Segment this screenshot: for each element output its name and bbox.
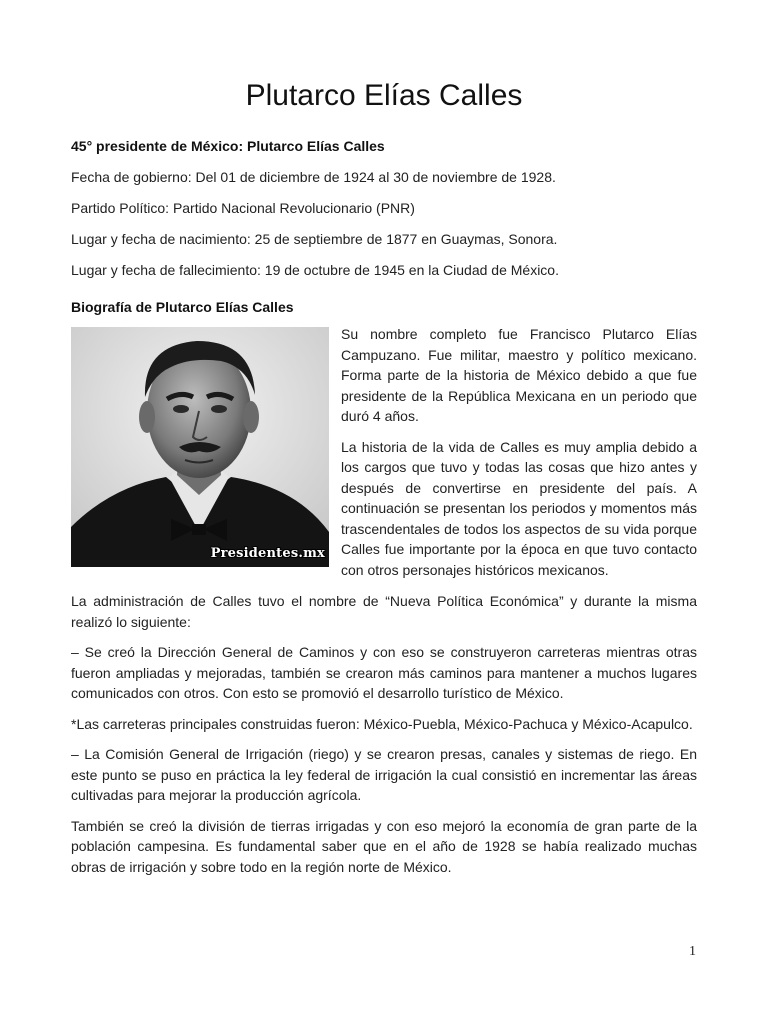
facts-list xyxy=(71,168,697,279)
paragraph-roads: – Se creó la Dirección General de Caminos y con eso se construyeron carreteras mientras otras fueron ampliadas y mejoradas, también se crearon más caminos para mantener a muchos lugares comunicados con otros. Con esto se promovió el desarrollo turístico de México. xyxy=(71,644,697,701)
paragraph-intro: Su nombre completo fue Francisco Plutarco Elías Campuzano. Fue militar, maestro y político mexicano. Forma parte de la historia de México debido a que fue presidente de la República Mexicana en un periodo que duró 4 años. xyxy=(341,326,697,424)
portrait-illustration xyxy=(71,327,329,567)
fact-death: Lugar y fecha de fallecimiento: 19 de octubre de 1945 en la Ciudad de México. xyxy=(71,262,559,278)
fact-government-dates: Fecha de gobierno: Del 01 de diciembre de 1924 al 30 de noviembre de 1928. xyxy=(71,169,556,185)
biography-section xyxy=(71,324,697,580)
paragraph-life-history: La historia de la vida de Calles es muy amplia debido a los cargos que tuvo y todas las cosas que hizo antes y después de convertirse en presidente del país. A continuación se presentan los periodos y momentos más trascendentales de todos los aspectos de su vida porque Calles fue importante por la época en que tuvo contacto con otros personajes históricos mexicanos. xyxy=(341,438,697,578)
paragraph-land-division: También se creó la división de tierras irrigadas y con eso mejoró la economía de gran parte de la población campesina. Es fundamental saber que en el año de 1928 se había realizado muchas obras de irrigación y sobre todo en la región norte de México. xyxy=(71,817,697,875)
biography-heading: Biografía de Plutarco Elías Calles xyxy=(71,299,294,315)
fact-birth: Lugar y fecha de nacimiento: 25 de septiembre de 1877 en Guaymas, Sonora. xyxy=(71,231,558,247)
fact-political-party: Partido Político: Partido Nacional Revolucionario (PNR) xyxy=(71,200,415,216)
document-title: Plutarco Elías Calles xyxy=(245,79,523,112)
photo-watermark: Presidentes.mx xyxy=(210,546,325,561)
page-number: 1 xyxy=(689,944,696,959)
portrait-photo xyxy=(71,327,329,567)
paragraph-irrigation: – La Comisión General de Irrigación (riego) y se crearon presas, canales y sistemas de riego. En este punto se puso en práctica la ley federal de irrigación la cual consistió en incrementar las áreas cultivadas para mejorar la producción agrícola. xyxy=(71,746,697,803)
paragraph-main-highways: *Las carreteras principales construidas fueron: México-Puebla, México-Pachuca y México-Acapulco. xyxy=(71,715,693,732)
paragraph-administration: La administración de Calles tuvo el nombre de “Nueva Política Económica” y durante la misma realizó lo siguiente: xyxy=(71,593,697,630)
subheading: 45° presidente de México: Plutarco Elías Calles xyxy=(71,138,385,154)
